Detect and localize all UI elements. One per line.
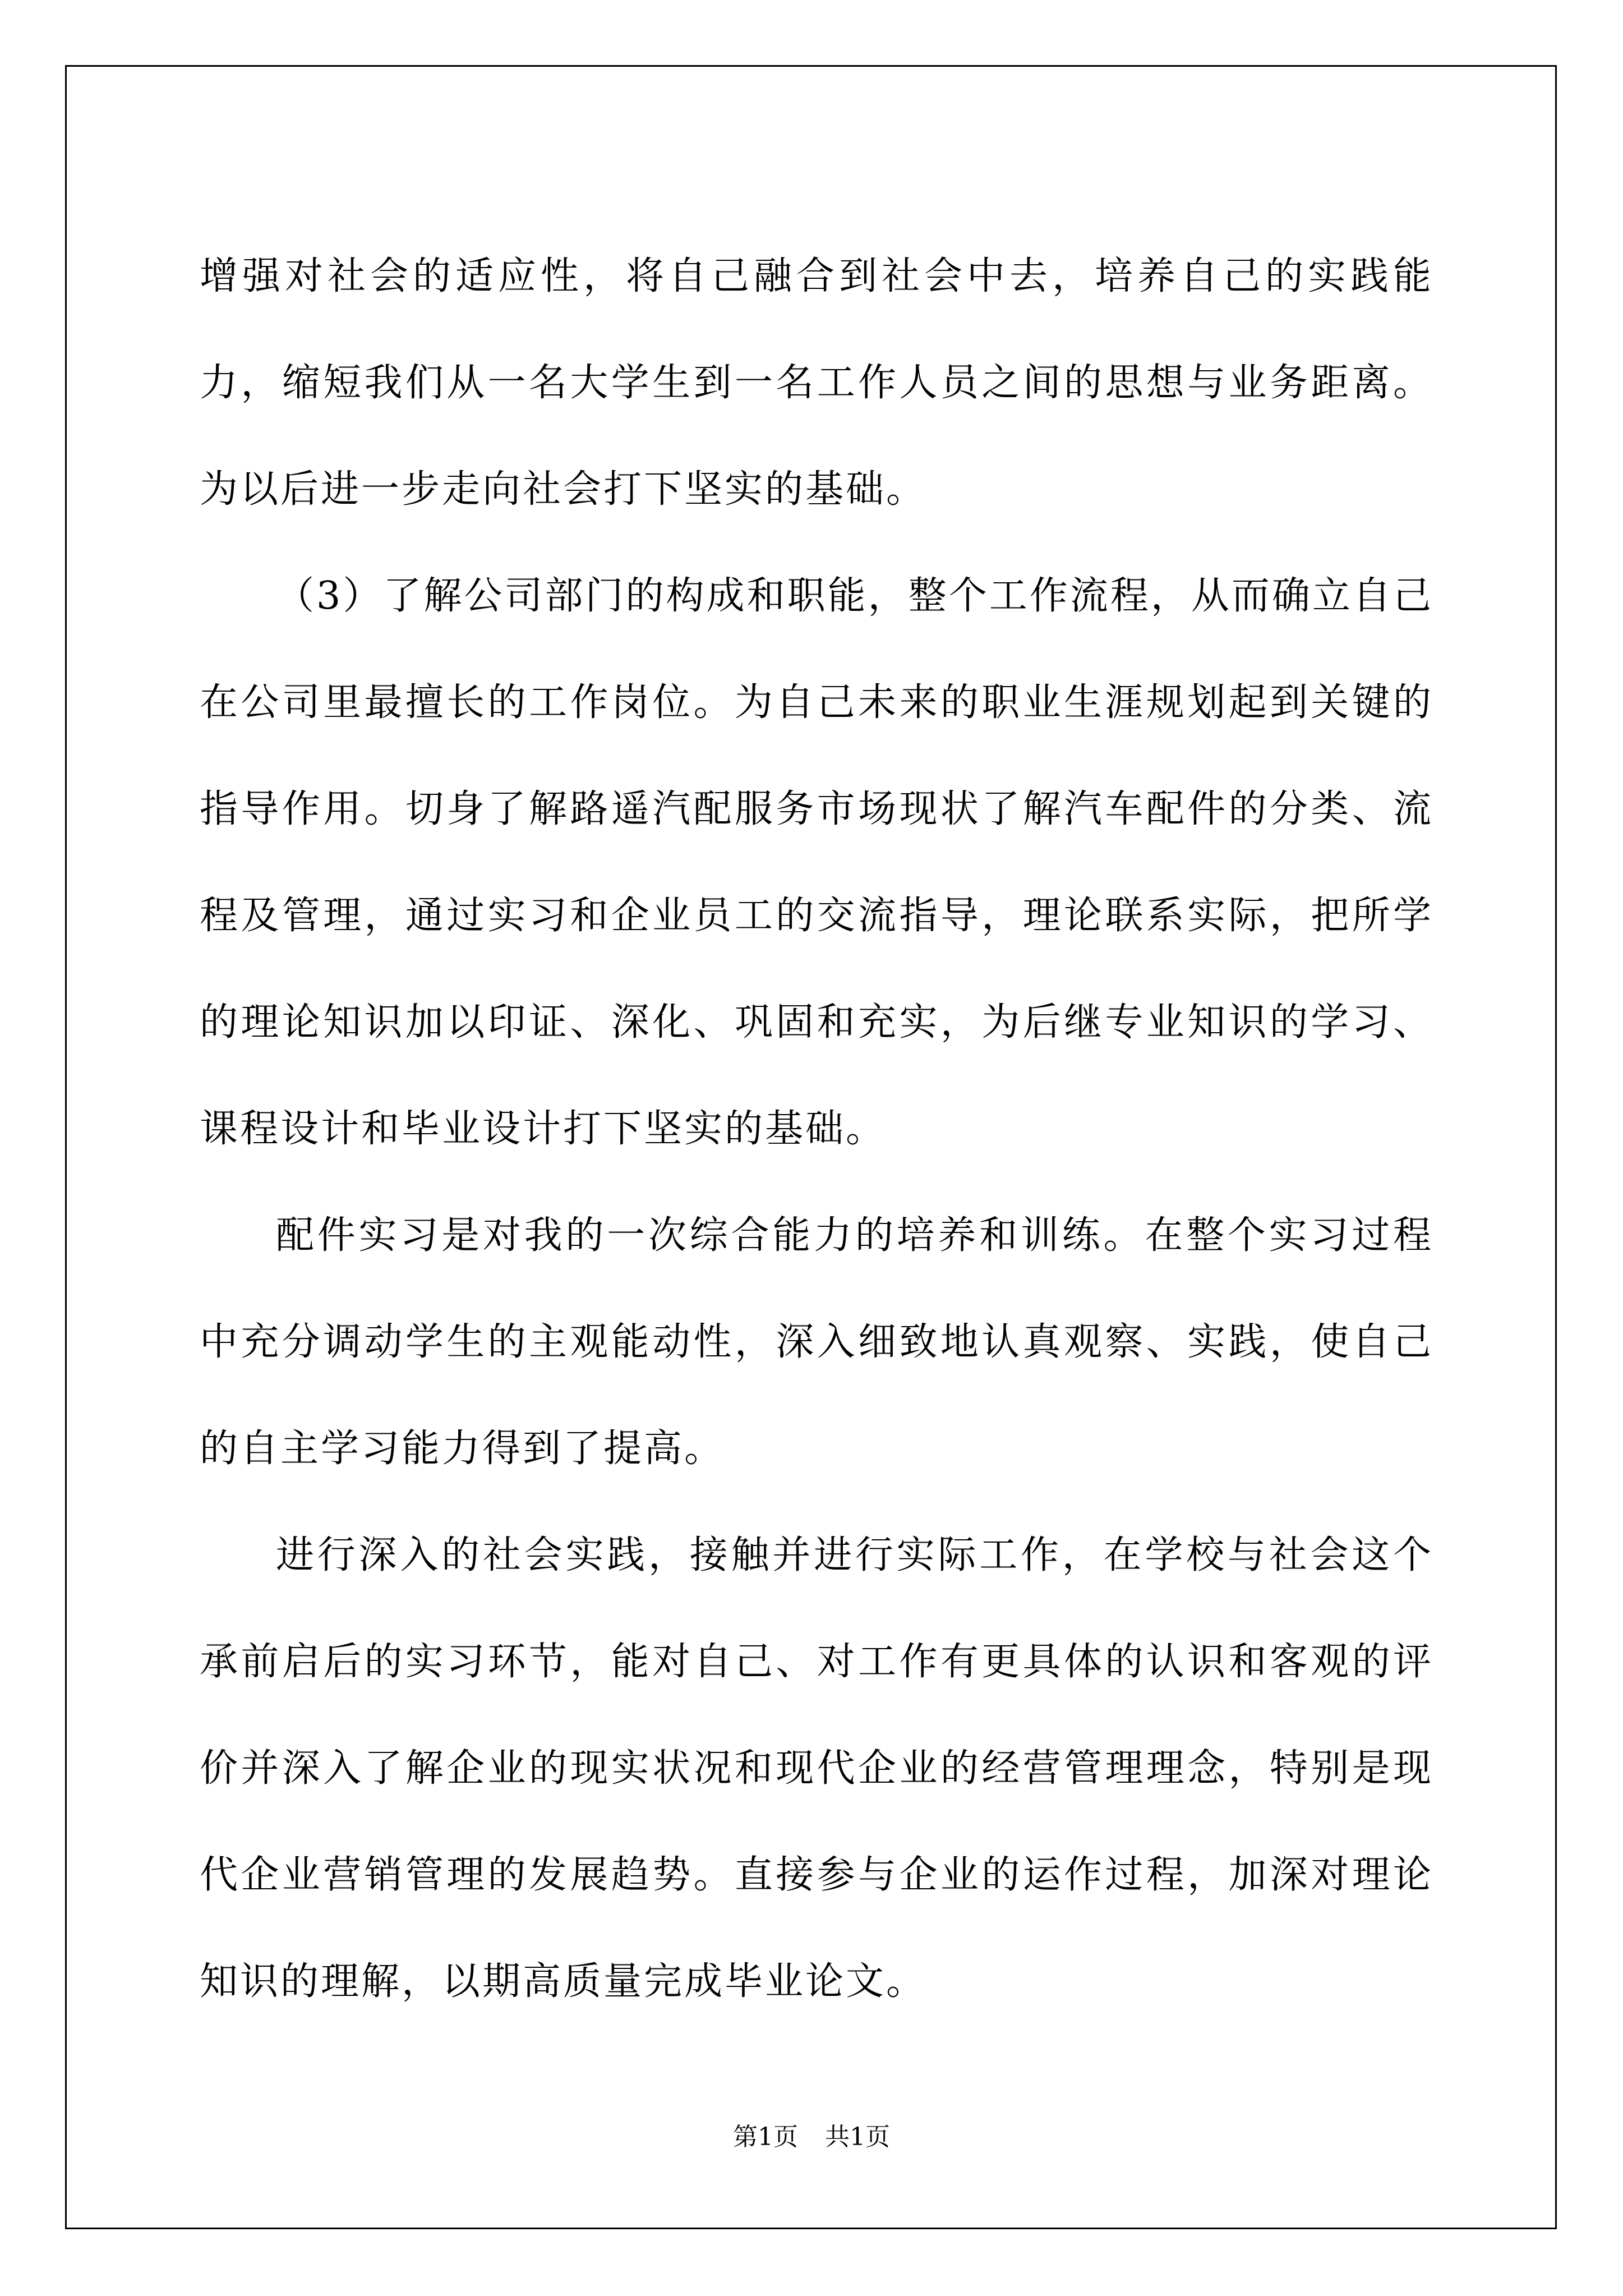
- page-total: 共1页: [825, 2123, 890, 2151]
- page-footer: [0, 2120, 1623, 2154]
- page-number: 第1页: [733, 2123, 798, 2151]
- document-body: [200, 223, 1433, 2035]
- paragraph-continuation: 增强对社会的适应性，将自己融合到社会中去，培养自己的实践能力，缩短我们从一名大学生到一名工作人员之间的思想与业务距离。为以后进一步走向社会打下坚实的基础。: [200, 254, 1433, 512]
- paragraph-social-practice: 进行深入的社会实践，接触并进行实际工作，在学校与社会这个承前启后的实习环节，能对自己、对工作有更具体的认识和客观的评价并深入了解企业的现实状况和现代企业的经营管理理念，特别是现代企业营销管理的发展趋势。直接参与企业的运作过程，加深对理论知识的理解，以期高质量完成毕业论文。: [200, 1533, 1433, 2004]
- paragraph-item-3: （3）了解公司部门的构成和职能，整个工作流程，从而确立自己在公司里最擅长的工作岗位。为自己未来的职业生涯规划起到关键的指导作用。切身了解路遥汽配服务市场现状了解汽车配件的分类、流程及管理，通过实习和企业员工的交流指导，理论联系实际，把所学的理论知识加以印证、深化、巩固和充实，为后继专业知识的学习、课程设计和毕业设计打下坚实的基础。: [200, 574, 1433, 1151]
- paragraph-internship-summary: 配件实习是对我的一次综合能力的培养和训练。在整个实习过程中充分调动学生的主观能动性，深入细致地认真观察、实践，使自己的自主学习能力得到了提高。: [200, 1213, 1433, 1471]
